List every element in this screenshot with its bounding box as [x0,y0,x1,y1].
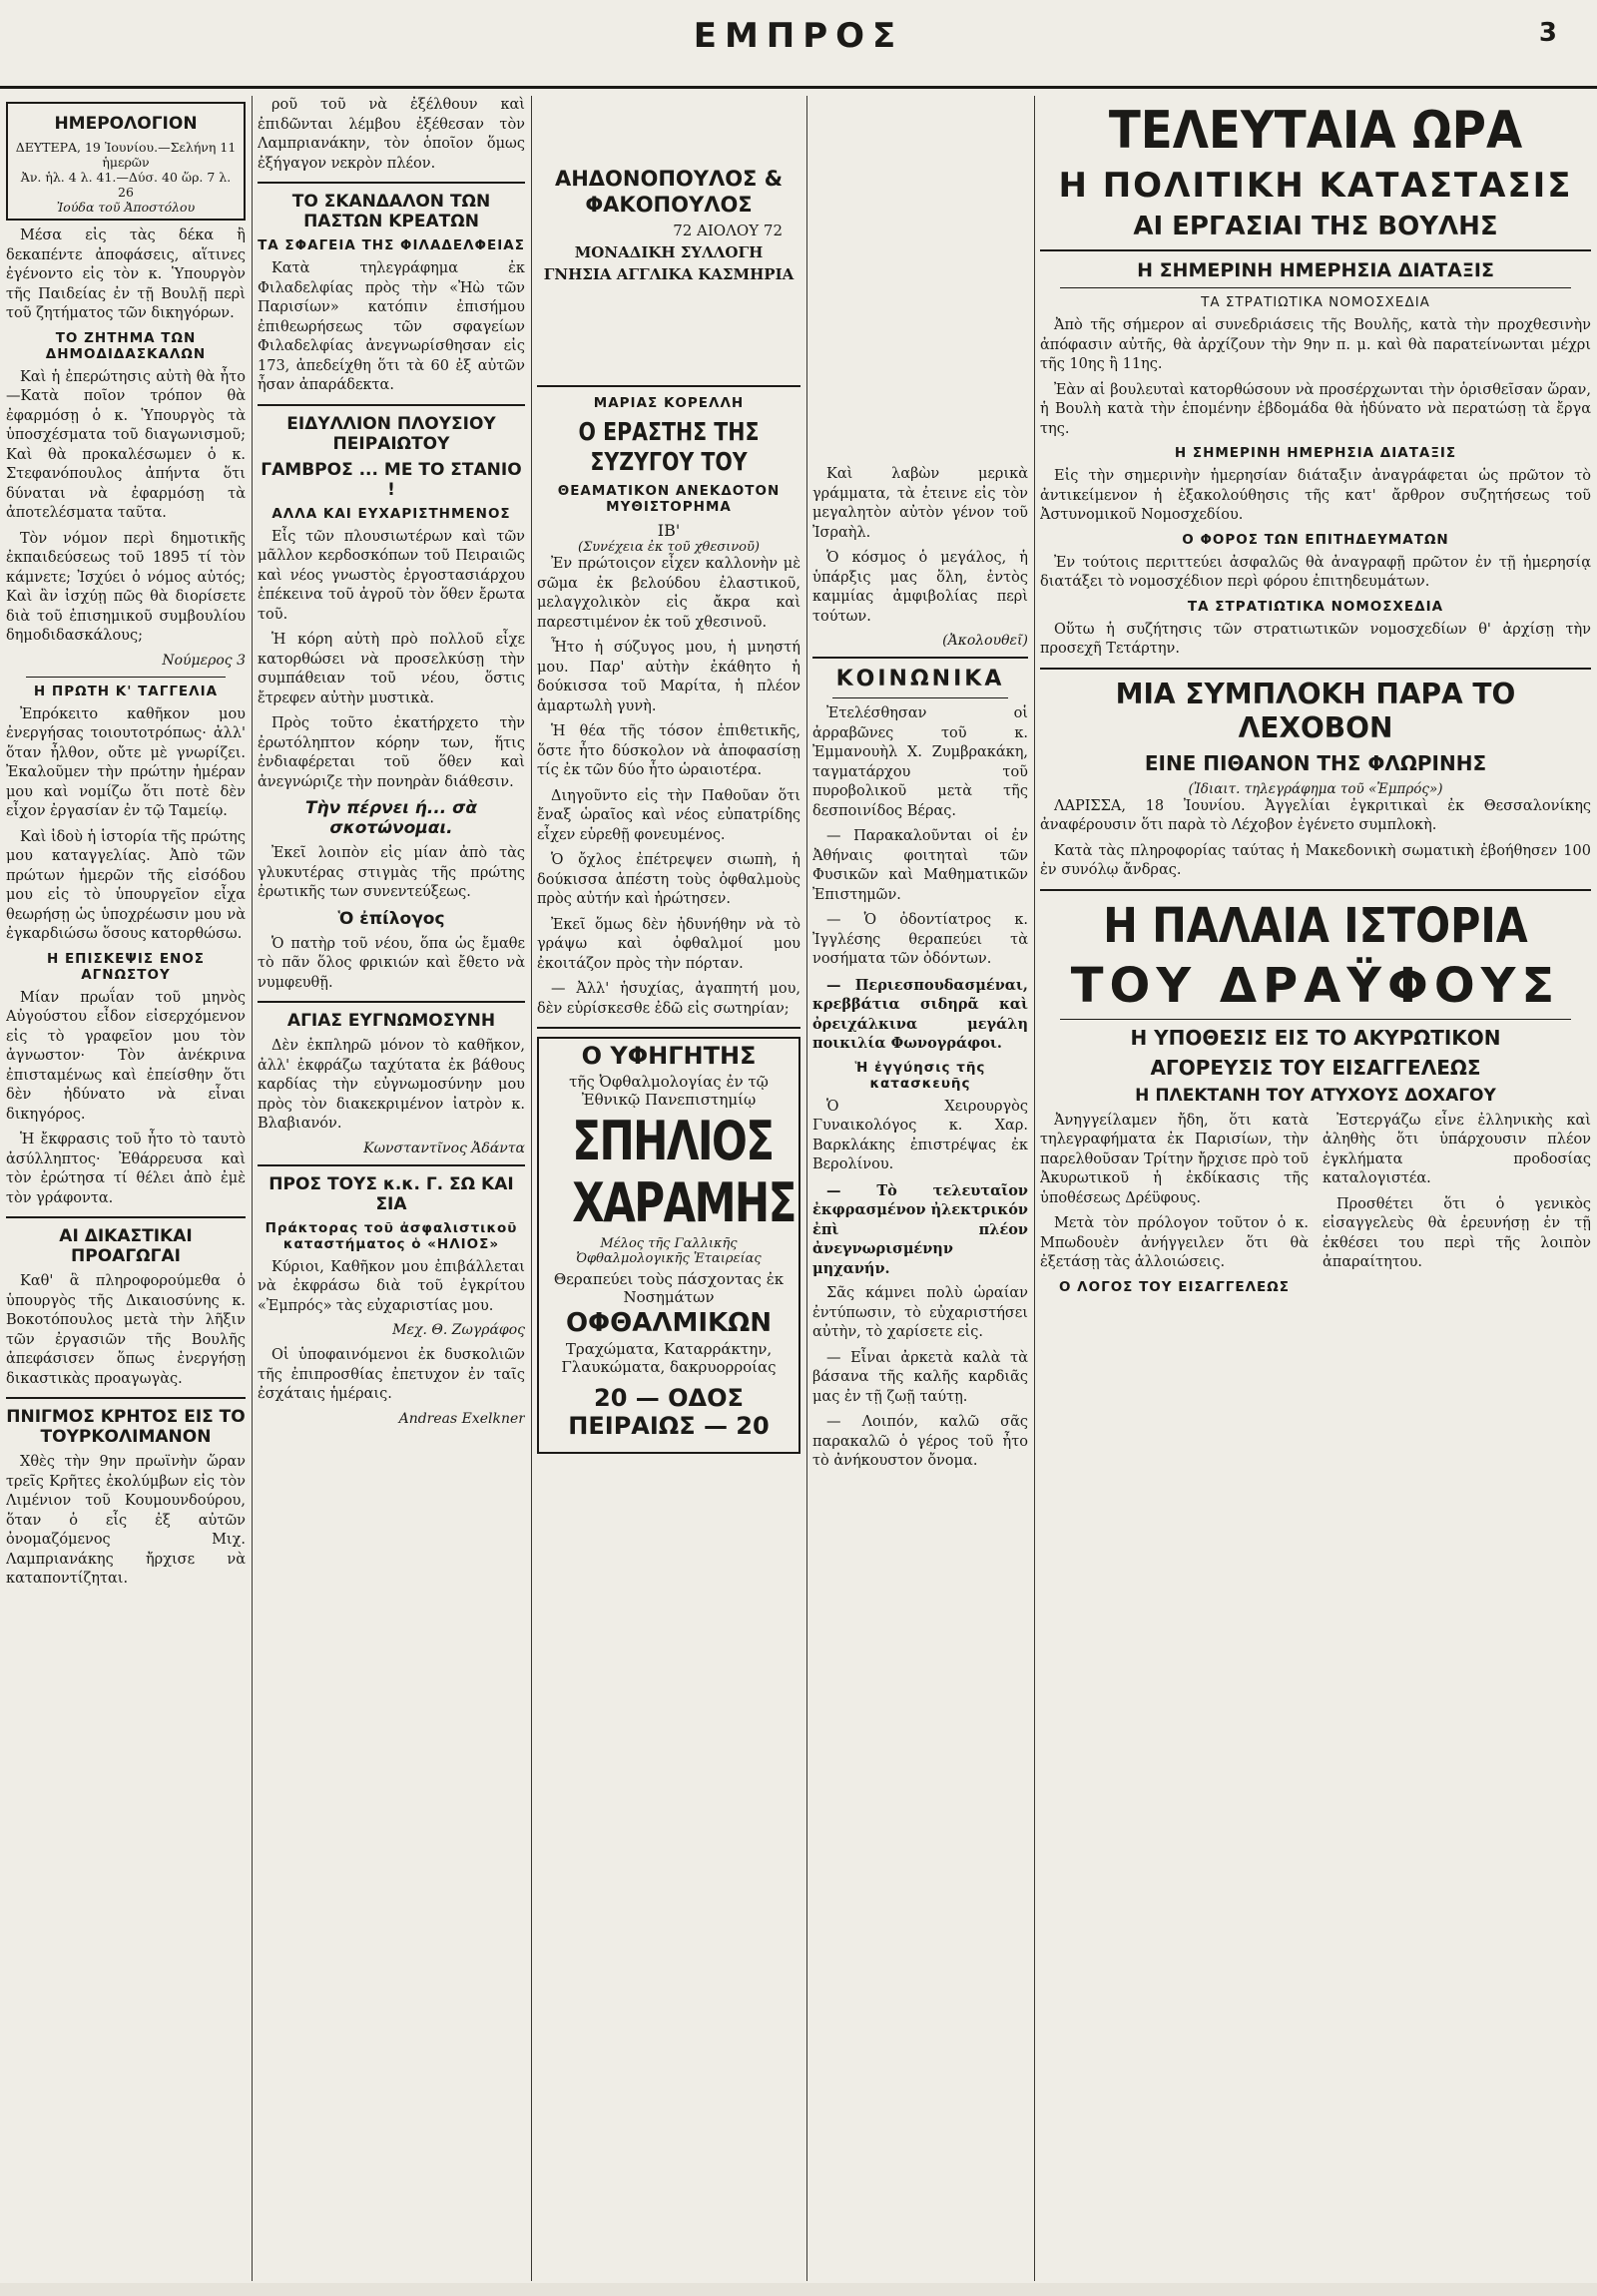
divider [812,657,1028,659]
ad-name: ΧΑΡΑΜΗΣ [572,1171,796,1234]
spacer [812,96,1028,465]
column-5 [1040,96,1591,2281]
subheading: ΤΑ ΣΦΑΓΕΙΑ ΤΗΣ ΦΙΛΑΔΕΛΦΕΙΑΣ [258,237,525,253]
article-paragraph: — Ἀλλ' ἡσυχίας, ἀγαπητή μου, δὲν εὑρίσκεσθε ἐδῶ εἰς σωτηρίαν; [537,981,800,1017]
article-paragraph: Ἦτο ἡ σύζυγος μου, ἡ μνηστή μου. Παρ' αὐτὴν ἐκάθητο ἡ δούκισσα τοῦ Μαρίτα, ἡ πλέον ἀμαρτωλὴ γυνὴ. [537,640,800,714]
subcolumn [1040,1112,1309,1301]
calendar-date: ΔΕΥΤΕΡΑ, 19 Ἰουνίου.—Σελήνη 11 ἡμερῶν [15,140,237,170]
divider [258,1001,525,1003]
ad-address: 20 — ΟΔΟΣ ΠΕΙΡΑΙΩΣ — 20 [568,1384,770,1440]
article-paragraph: ροῦ τοῦ νὰ ἐξέλθουν καὶ ἐπιδῶνται λέμβου ἐξέθεσαν τὸν Λαμπριανάκην, τὸν ὁποῖον ὅμως ἐξήγαγον νεκρὸν πλέον. [258,97,525,172]
divider [258,182,525,184]
article-paragraph: Ἐκεῖ λοιπὸν εἰς μίαν ἀπὸ τὰς γλυκυτέρας στιγμὰς τῆς πρώτης ἐρωτικῆς των συνεντεύξεως. [258,845,525,900]
subheading: Η ΕΠΙΣΚΕΨΙΣ ΕΝΟΣ ΑΓΝΩΣΤΟΥ [46,950,206,983]
headline: ΑΙ ΕΡΓΑΣΙΑΙ ΤΗΣ ΒΟΥΛΗΣ [1133,212,1498,241]
article-paragraph: Ὁ Χειρουργὸς Γυναικολόγος κ. Χαρ. Βαρκλάκης ἐπιστρέψας ἐκ Βερολίνου. [812,1098,1028,1172]
serial-note: (Συνέχεια ἐκ τοῦ χθεσινοῦ) [578,540,760,555]
subheading: Ἡ ἐγγύησις τῆς κατασκευῆς [854,1059,986,1092]
divider [6,1216,246,1218]
calendar-sun: Ἀν. ἡλ. 4 λ. 41.—Δύσ. 40 ὥρ. 7 λ. 26 [20,170,232,200]
article-paragraph: — Παρακαλοῦνται οἱ ἐν Ἀθήναις φοιτηταὶ τῶν Φυσικῶν καὶ Μαθηματικῶν Ἐπιστημῶν. [812,828,1028,903]
article-paragraph: Προσθέτει ὅτι ὁ γενικὸς εἰσαγγελεὺς θὰ ἐρευνήσῃ ἐν τῇ ἐκθέσει του περὶ τῆς λοιπὸν ἀπαραίτητου. [1323,1195,1591,1270]
column-divider [1034,96,1035,2281]
subheading: ΑΛΛΑ ΚΑΙ ΕΥΧΑΡΙΣΤΗΜΕΝΟΣ [271,505,511,522]
ad-line: Τραχώματα, Καταρράκτην, Γλαυκώματα, δακρυορροίας [561,1340,777,1376]
divider [1040,668,1591,670]
headline: Η ΠΟΛΙΤΙΚΗ ΚΑΤΑΣΤΑΣΙΣ [1058,166,1573,206]
ad-heading: ΟΦΘΑΛΜΙΚΩΝ [565,1308,773,1338]
serial-author: ΜΑΡΙΑΣ ΚΟΡΕΛΛΗ [593,395,745,411]
column-divider [806,96,807,2281]
main-headline: ΤΟΥ ΔΡΑΫΦΟΥΣ [1070,957,1561,1014]
two-column-block [1040,1112,1591,1301]
subheading: ΤΑ ΣΤΡΑΤΙΩΤΙΚΑ ΝΟΜΟΣΧΕΔΙΑ [1187,598,1444,615]
subheading: Η ΣΗΜΕΡΙΝΗ ΗΜΕΡΗΣΙΑ ΔΙΑΤΑΞΙΣ [1174,445,1457,461]
article-paragraph: — Ὁ ὀδοντίατρος κ. Ἰγγλέσης θεραπεύει τὰ νοσήματα τῶν ὀδόντων. [812,912,1028,967]
article-paragraph: Ἐν πρώτοιςον εἶχεν καλλονὴν μὲ σῶμα ἐκ βελούδου ἐλαστικοῦ, μελαγχολικὸν εἰς ἄκρα καὶ παρεστιμένον ἐκ τοῦ χθεσινοῦ. [537,556,800,631]
headline: ΜΙΑ ΣΥΜΠΛΟΚΗ ΠΑΡΑ ΤΟ ΛΕΧΟΒΟΝ [1115,677,1516,744]
article-paragraph: Ἐτελέσθησαν οἱ ἀρραβῶνες τοῦ κ. Ἐμμανουὴλ Χ. Ζυμβρακάκη, ταγματάρχου τοῦ πυροβολικοῦ μετὰ τῆς δεσποινίδος Βέρας. [812,705,1028,819]
divider [537,385,800,387]
serial-subtitle: ΘΕΑΜΑΤΙΚΟΝ ΑΝΕΚΔΟΤΟΝ ΜΥΘΙΣΤΟΡΗΜΑ [557,483,781,515]
divider [832,697,1008,698]
subheading: ΤΑ ΣΤΡΑΤΙΩΤΙΚΑ ΝΟΜΟΣΧΕΔΙΑ [1201,294,1430,310]
serial-title: Ο ΕΡΑΣΤΗΣ ΤΗΣ ΣΥΖΥΓΟΥ ΤΟΥ [578,417,760,476]
divider [258,1164,525,1166]
ad-line: Θεραπεύει τοὺς πάσχοντας ἐκ Νοσημάτων [553,1270,785,1306]
article-paragraph: Ἐστεργάζω εἶνε ἐλληνικὴς καὶ ἀληθὴς ὅτι ὑπάρχουσιν πλέον ἐγκλήματα προδοσίας καταλογιστέα. [1323,1112,1591,1186]
article-paragraph: ΛΑΡΙΣΣΑ, 18 Ἰουνίου. Ἀγγελίαι ἐγκριτικαὶ ἐκ Θεσσαλονίκης ἀναφέρουσιν ὅτι παρὰ τὸ Λέχοβον ἐγένετο συμπλοκὴ. [1040,797,1591,833]
subheading: ΤΟ ΣΚΑΝΔΑΛΟΝ ΤΩΝ ΠΑΣΤΩΝ ΚΡΕΑΤΩΝ [291,192,491,231]
serial-part: ΙΒ' [657,521,681,540]
calendar-heading: ΗΜΕΡΟΛΟΓΙΟΝ [54,114,198,134]
article-paragraph: Χθὲς τὴν 9ην πρωϊνὴν ὥραν τρεῖς Κρῆτες ἐκολύμβων εἰς τὸν Λιμένιον τοῦ Κουμουνδούρου, ὅταν ὁ εἷς ἐξ αὐτῶν ὀνομαζόμενος Μιχ. Λαμπριανάκης ἤρχισε νὰ καταποντίζηται. [6,1454,246,1587]
article-paragraph: Ἐὰν αἱ βουλευταὶ κατορθώσουν νὰ προσέρχωνται τὴν ὁρισθεῖσαν ὥραν, ἡ Βουλὴ κατὰ τὴν ἑπομένην ἑβδομάδα θὰ ἠδύνατο νὰ περατώσῃ τὰ ἔργα της. [1040,381,1591,437]
advertisement [537,1037,800,1454]
article-paragraph: Κατὰ τὰς πληροφορίας ταύτας ἡ Μακεδονικὴ σωματικὴ ἐβοήθησεν 100 ἐν συνόλῳ ἄνδρας. [1040,842,1591,878]
subheading: ΠΡΟΣ ΤΟΥΣ κ.κ. Γ. ΣΩ ΚΑΙ ΣΙΑ [268,1173,514,1214]
article-paragraph: Εἷς τῶν πλουσιωτέρων καὶ τῶν μᾶλλον κερδοσκόπων τοῦ Πειραιῶς καὶ νέος γνωστὸς ἐργοστασιάρχου ἐπέκεινα τοῦ ἀγροῦ τὸν ὅθεν ἔρωτα τοῦ. [258,528,525,623]
article-paragraph: — Τὸ τελευταῖον ἐκφρασμένον ἠλεκτρικόν ἐπὶ πλέον ἀνεγνωρισμένην μηχανήν. [812,1181,1028,1277]
article-paragraph: Ἡ κόρη αὐτὴ πρὸ πολλοῦ εἶχε κατορθώσει νὰ προσελκύσῃ τὴν συμπάθειαν τοῦ νέου, ὅστις ἔτρεφεν αὐτὴν μυστικὰ. [258,632,525,706]
page-bottom-margin [0,2283,1597,2296]
subheading: ΕΙΝΕ ΠΙΘΑΝΟΝ ΤΗΣ ΦΛΩΡΙΝΗΣ [1144,750,1487,775]
subheading: Η ΠΛΕΚΤΑΝΗ ΤΟΥ ΑΤΥΧΟΥΣ ΔΟΧΑΓΟΥ [1135,1085,1496,1106]
subheading: ΤΟ ΖΗΤΗΜΑ ΤΩΝ ΔΗΜΟΔΙΔΑΣΚΑΛΩΝ [45,329,207,362]
signature: Κωνσταντῖνος Ἀδάντα [363,1140,525,1156]
column-2 [258,96,525,2281]
article-paragraph: Σᾶς κάμνει πολὺ ὡραίαν ἐντύπωσιν, τὸ εὐχαριστήσει αὐτὴν, τὸ χαρίσετε εἰς. [812,1285,1028,1340]
subheading: ΑΓΟΡΕΥΣΙΣ ΤΟΥ ΕΙΣΑΓΓΕΛΕΩΣ [1150,1055,1481,1080]
divider [6,1397,246,1399]
divider [537,1027,800,1029]
ad-heading: ΑΗΔΟΝΟΠΟΥΛΟΣ & ΦΑΚΟΠΟΥΛΟΣ [554,167,784,217]
signature: Andreas Exelkner [398,1410,525,1427]
ad-line: ΓΝΗΣΙΑ ΑΓΓΛΙΚΑ ΚΑΣΜΗΡΙΑ [543,265,795,283]
dispatch-note: (Ἰδιαιτ. τηλεγράφημα τοῦ «Ἐμπρός») [1188,780,1443,797]
spacer [537,96,800,166]
column-divider [252,96,253,2281]
section-heading: ΚΟΙΝΩΝΙΚΑ [835,667,1005,691]
divider [1060,1019,1571,1020]
article-paragraph: Ἡ ἔκφρασις τοῦ ἦτο τὸ ταυτὸ ἀσύλληπτος· Ἐθάρρευσα καὶ τὸν ἐρώτησα τί θέλει ἀπὸ ἐμὲ τὸν γράφοντα. [6,1132,246,1206]
article-paragraph: Οἱ ὑποφαινόμενοι ἐκ δυσκολιῶν τῆς ἐπιπροσθίας ἐπετυχον ἐν ταῖς ἐσχάταις ἡμέραις. [258,1347,525,1402]
article-paragraph: Πρὸς τοῦτο ἐκατήρχετο τὴν ἐρωτόληπτον κόρην των, ἥτις ἐνδιαφέρεται τοῦ ὅθεν καὶ ἀνεγνώριζε τὴν πονηρὰν διάθεσιν. [258,715,525,790]
ad-name: ΣΠΗΛΙΟΣ [572,1110,774,1172]
article-paragraph: Καὶ ἰδοὺ ἡ ἱστορία τῆς πρώτης μου καταγγελίας. Ἀπὸ τῶν πρώτων ἡμερῶν τῆς εἰσόδου μου εἰς τὸ ὑπουργεῖον εἶχα θεωρήσῃ ὡς ὑποχρέωσιν μου νὰ ἐγκαρδιώσω ὅσους κατορθώσω. [6,828,246,942]
article-paragraph: Τὸν νόμον περὶ δημοτικῆς ἐκπαιδεύσεως τοῦ 1895 τί τὸν κάμνετε; Ἰσχύει ὁ νόμος αὐτός; Καὶ ἂν ἰσχύῃ πῶς θὰ διορίσετε διὰ τοῦ ἐπισημικοῦ συμβουλίου δημοδιδασκάλους; [6,530,246,644]
subheading: Η ΠΡΩΤΗ Κ' ΤΑΓΓΕΛΙΑ [33,683,219,699]
subheading: ΑΓΙΑΣ ΕΥΓΝΩΜΟΣΥΝΗ [286,1011,496,1031]
main-headline: ΤΕΛΕΥΤΑΙΑ ΩΡΑ [1108,101,1523,161]
article-paragraph: Μετὰ τὸν πρόλογον τοῦτον ὁ κ. Μπωδουὲν ἀνήγγειλεν ὅτι θὰ ἐξετάσῃ τὰς ἀλλοιώσεις. [1040,1215,1309,1270]
article-paragraph: Ὁ ὄχλος ἐπέτρεψεν σιωπὴ, ἡ δούκισσα ἀπέστη τοὺς ὀφθαλμοὺς πρὸς αὐτήν καὶ ἠρώτησεν. [537,852,800,907]
column-divider [531,96,532,2281]
column-4 [812,96,1028,2281]
subheading: ΓΑΜΒΡΟΣ ... ΜΕ ΤΟ ΣΤΑΝΙΟ ! [261,459,522,500]
article-paragraph: Οὕτω ἡ συζήτησις τῶν στρατιωτικῶν νομοσχεδίων θ' ἀρχίσῃ τὴν προσεχῆ Τετάρτην. [1040,621,1591,657]
ad-line: Μέλος τῆς Γαλλικῆς Ὀφθαλμολογικῆς Ἑταιρείας [576,1236,762,1266]
article-paragraph: Ἐπρόκειτο καθῆκον μου ἐνεργήσας τοιουτοτρόπως· ἀλλ' ὅταν ἦλθον, οὔτε μὲ γνωρίζει. Ἐκαλοῦμεν τὴν πρώτην ἡμέραν μου καὶ νομίζω ὅτι ποτὲ δὲν εἶχον ἐργασίαν ἐν τῷ Ταμείῳ. [6,705,246,819]
article-paragraph: Ἀπὸ τῆς σήμερον αἱ συνεδριάσεις τῆς Βουλῆς, κατὰ τὴν προχθεσινὴν ἀπόφασιν αὐτῆς, θὰ ἀρχίζουν τὴν 9ην π. μ. καὶ θὰ παρατείνωνται μέχρι τῆς 10ης ἢ 11ης. [1040,317,1591,372]
subheading: ΕΙΔΥΛΛΙΟΝ ΠΛΟΥΣΙΟΥ ΠΕΙΡΑΙΩΤΟΥ [286,413,496,454]
subheading: Η ΥΠΟΘΕΣΙΣ ΕΙΣ ΤΟ ΑΚΥΡΩΤΙΚΟΝ [1130,1025,1501,1050]
page-number: 3 [1538,18,1557,48]
signature: Μεχ. Θ. Ζωγράφος [392,1322,525,1338]
ad-address: 72 ΑΙΟΛΟΥ 72 [673,222,783,239]
ad-line: ΜΟΝΑΔΙΚΗ ΣΥΛΛΟΓΗ [574,243,764,261]
subheading: Τὴν πέρνει ή... σὰ σκοτώνομαι. [304,798,478,838]
article-paragraph: Μίαν πρωΐαν τοῦ μηνὸς Αὐγούστου εἶδον εἰσερχόμενον εἰς τὸ γραφεῖον μου τὸν ἀγνωστον· Τὸν ἀνέκρινα ἐπισταμένως καὶ ἐπείσθην ὅτι δὲν ἠδύνατο νὰ εἶναι δικηγόρος. [6,989,246,1123]
article-paragraph: Μέσα εἰς τὰς δέκα ἢ δεκαπέντε ἀποφάσεις, αἵτινες ἐγένοντο εἰς τὸν κ. Ὑπουργὸν τῆς Παιδείας ἐν τῇ Βουλῇ περὶ τοῦ ζητήματος τῶν δικηγόρων. [6,228,246,321]
article-paragraph: — Εἶναι ἀρκετὰ καλὰ τὰ βάσανα τῆς καλῆς καρδιᾶς μας ἐν τῇ ζωῇ ταύτῃ. [812,1349,1028,1405]
article-paragraph: Καὶ ἡ ἐπερώτησις αὐτὴ θὰ ἦτο —Κατὰ ποῖον τρόπον θὰ ἐφαρμόσῃ ὁ κ. Ὑπουργὸς τὰ ὑποσχέσματα τοῦ διαγωνισμοῦ; Καὶ θὰ προκαλέσωμεν ὁ κ. Στεφανόπουλος ἀπήντα ὅτι δύναται νὰ ἐφαρμόσῃ τὰ ἀποτελέσματα ταῦτα. [6,368,246,521]
newspaper-title: ΕΜΠΡΟΣ [693,16,904,56]
spacer [537,287,800,377]
column-1 [6,96,246,2281]
masthead-rule [0,86,1597,89]
divider [26,677,226,678]
article-paragraph: — Λοιπόν, καλῶ σᾶς παρακαλῶ ὁ γέρος τοῦ ἦτο τὸ ἀνήκουστον ὄνομα. [812,1414,1028,1469]
article-paragraph: Ἀνηγγείλαμεν ἤδη, ὅτι κατὰ τηλεγραφήματα ἐκ Παρισίων, τὴν παρελθοῦσαν Τρίτην ἤρχισε πρὸ τοῦ Ἀκυρωτικοῦ ἡ ἐκδίκασις τῆς ὑποθέσεως Δρέϋφους. [1040,1112,1309,1206]
signature: Νούμερος 3 [162,652,246,669]
article-paragraph: Κύριοι, Καθῆκον μου ἐπιβάλλεται νὰ ἐκφράσω διὰ τοῦ ἐγκρίτου «Ἐμπρός» τὰς εὐχαριστίας μου. [258,1258,525,1314]
subheading: ΑΙ ΔΙΚΑΣΤΙΚΑΙ ΠΡΟΑΓΩΓΑΙ [59,1226,193,1266]
main-headline: Η ΠΑΛΑΙΑ ΙΣΤΟΡΙΑ [1103,897,1528,954]
article-paragraph: Καὶ λαβὼν μερικὰ γράμματα, τὰ ἐτεινε εἰς τὸν μεγαλητὸν αὐτὸν γένον τοῦ Ἰσραὴλ. [812,466,1028,541]
subheading: Η ΣΗΜΕΡΙΝΗ ΗΜΕΡΗΣΙΑ ΔΙΑΤΑΞΙΣ [1137,259,1494,281]
signature: (Ἀκολουθεῖ) [942,633,1028,649]
ad-heading: Ο ΥΦΗΓΗΤΗΣ [581,1042,757,1070]
subheading: ΠΝΙΓΜΟΣ ΚΡΗΤΟΣ ΕΙΣ ΤΟ ΤΟΥΡΚΟΛΙΜΑΝΟΝ [6,1407,246,1447]
subcolumn [1323,1112,1591,1301]
article-paragraph: Διηγοῦντο εἰς τὴν Παθοῦαν ὅτι ἔναξ ὡραῖος καὶ νέος εὐπατρίδης εἶχεν εὑρεθῇ φονευμένος. [537,787,800,843]
subheading: Ο ΦΟΡΟΣ ΤΩΝ ΕΠΙΤΗΔΕΥΜΑΤΩΝ [1182,531,1449,548]
article-paragraph: Ἐκεῖ ὅμως δὲν ἠδυνήθην νὰ τὸ γράψω καὶ ὀφθαλμοί μου ἐκοιτάζον πρὸς τὴν πόρταν. [537,916,800,972]
article-paragraph: Ἡ θέα τῆς τόσον ἐπιθετικῆς, ὅστε ἦτο δύσκολον νὰ ἀποφασίσῃ τίς ἐκ τῶν δύο ἦτο ὡραιοτέρα. [537,723,800,778]
subheading: Πράκτορας τοῦ ἀσφαλιστικοῦ καταστήματος ὁ «ΗΛΙΟΣ» [265,1219,518,1252]
divider [1040,889,1591,891]
column-3 [537,96,800,2281]
subheading: Ο ΛΟΓΟΣ ΤΟΥ ΕΙΣΑΓΓΕΛΕΩΣ [1059,1278,1290,1295]
subheading: Ὁ ἐπίλογος [337,908,445,929]
article-paragraph: Εἰς τὴν σημερινὴν ἡμερησίαν διάταξιν ἀναγράφεται ὡς πρῶτον τὸ ἀντικείμενον ἡ ἐξακολούθησις τῆς κατ' ἄρθρον συζητήσεως τοῦ Ἀστυνομικοῦ Νομοσχεδίου. [1040,468,1591,523]
article-paragraph: Κατὰ τηλεγράφημα ἐκ Φιλαδελφίας πρὸς τὴν «Ἠὼ τῶν Παρισίων» κατόπιν ἐπισήμου ἐπιθεωρήσεως τῶν σφαγείων Φιλαδελφίας ἀνεγνωρίσθησαν εἰς 173, ἀπεδείχθη ὅτι τὰ 60 ἐξ αὐτῶν ἦσαν ἀπαράδεκτα. [258,260,525,393]
calendar-box [6,102,246,221]
article-paragraph: Ἐν τούτοις περιττεύει ἀσφαλῶς θὰ ἀναγραφῇ πρῶτον ἐν τῇ ἡμερησίᾳ διατάξει τὸ νομοσχέδιον περὶ φόρου ἐπιτηδευμάτων. [1040,554,1591,590]
masthead [0,0,1597,92]
divider [1060,287,1571,288]
calendar-saint: Ἰούδα τοῦ Ἀποστόλου [56,200,196,215]
divider [1040,249,1591,251]
ad-line: τῆς Ὀφθαλμολογίας ἐν τῷ Ἐθνικῷ Πανεπιστημίῳ [569,1073,769,1109]
article-paragraph: Καθ' ἃ πληροφορούμεθα ὁ ὑπουργὸς τῆς Δικαιοσύνης κ. Βοκοτόπουλος μετὰ τὴν λῆξιν τῶν ἐργασιῶν τῆς Βουλῆς ἀπεφάσισεν ὅπως ἐνεργήσῃ δικαστικὰς προαγωγὰς. [6,1273,246,1387]
article-paragraph: Δὲν ἐκπληρῶ μόνον τὸ καθῆκον, ἀλλ' ἐκφράζω ταχύτατα ἐκ βάθους καρδίας τὴν εὐγνωμοσύνην μου πρὸς τὸν διακεκριμένον ἰατρὸν κ. Βλαβιανόν. [258,1038,525,1132]
article-paragraph: — Περιεσπουδασμέναι, κρεββάτια σιδηρᾶ καὶ ὀρειχάλκινα μεγάλη ποικιλία Φωνογράφοι. [812,976,1028,1052]
article-paragraph: Ὁ πατὴρ τοῦ νέου, ὅπα ὡς ἔμαθε τὸ πᾶν ὅλος φρικιών καὶ ἔθετο νὰ νυμφευθῇ. [258,935,525,991]
article-paragraph: Ὁ κόσμος ὁ μεγάλος, ἡ ὑπάρξις μας ὅλη, ἐντὸς καμμίας ἀμφιβολίας περὶ τούτων. [812,550,1028,625]
divider [258,404,525,406]
